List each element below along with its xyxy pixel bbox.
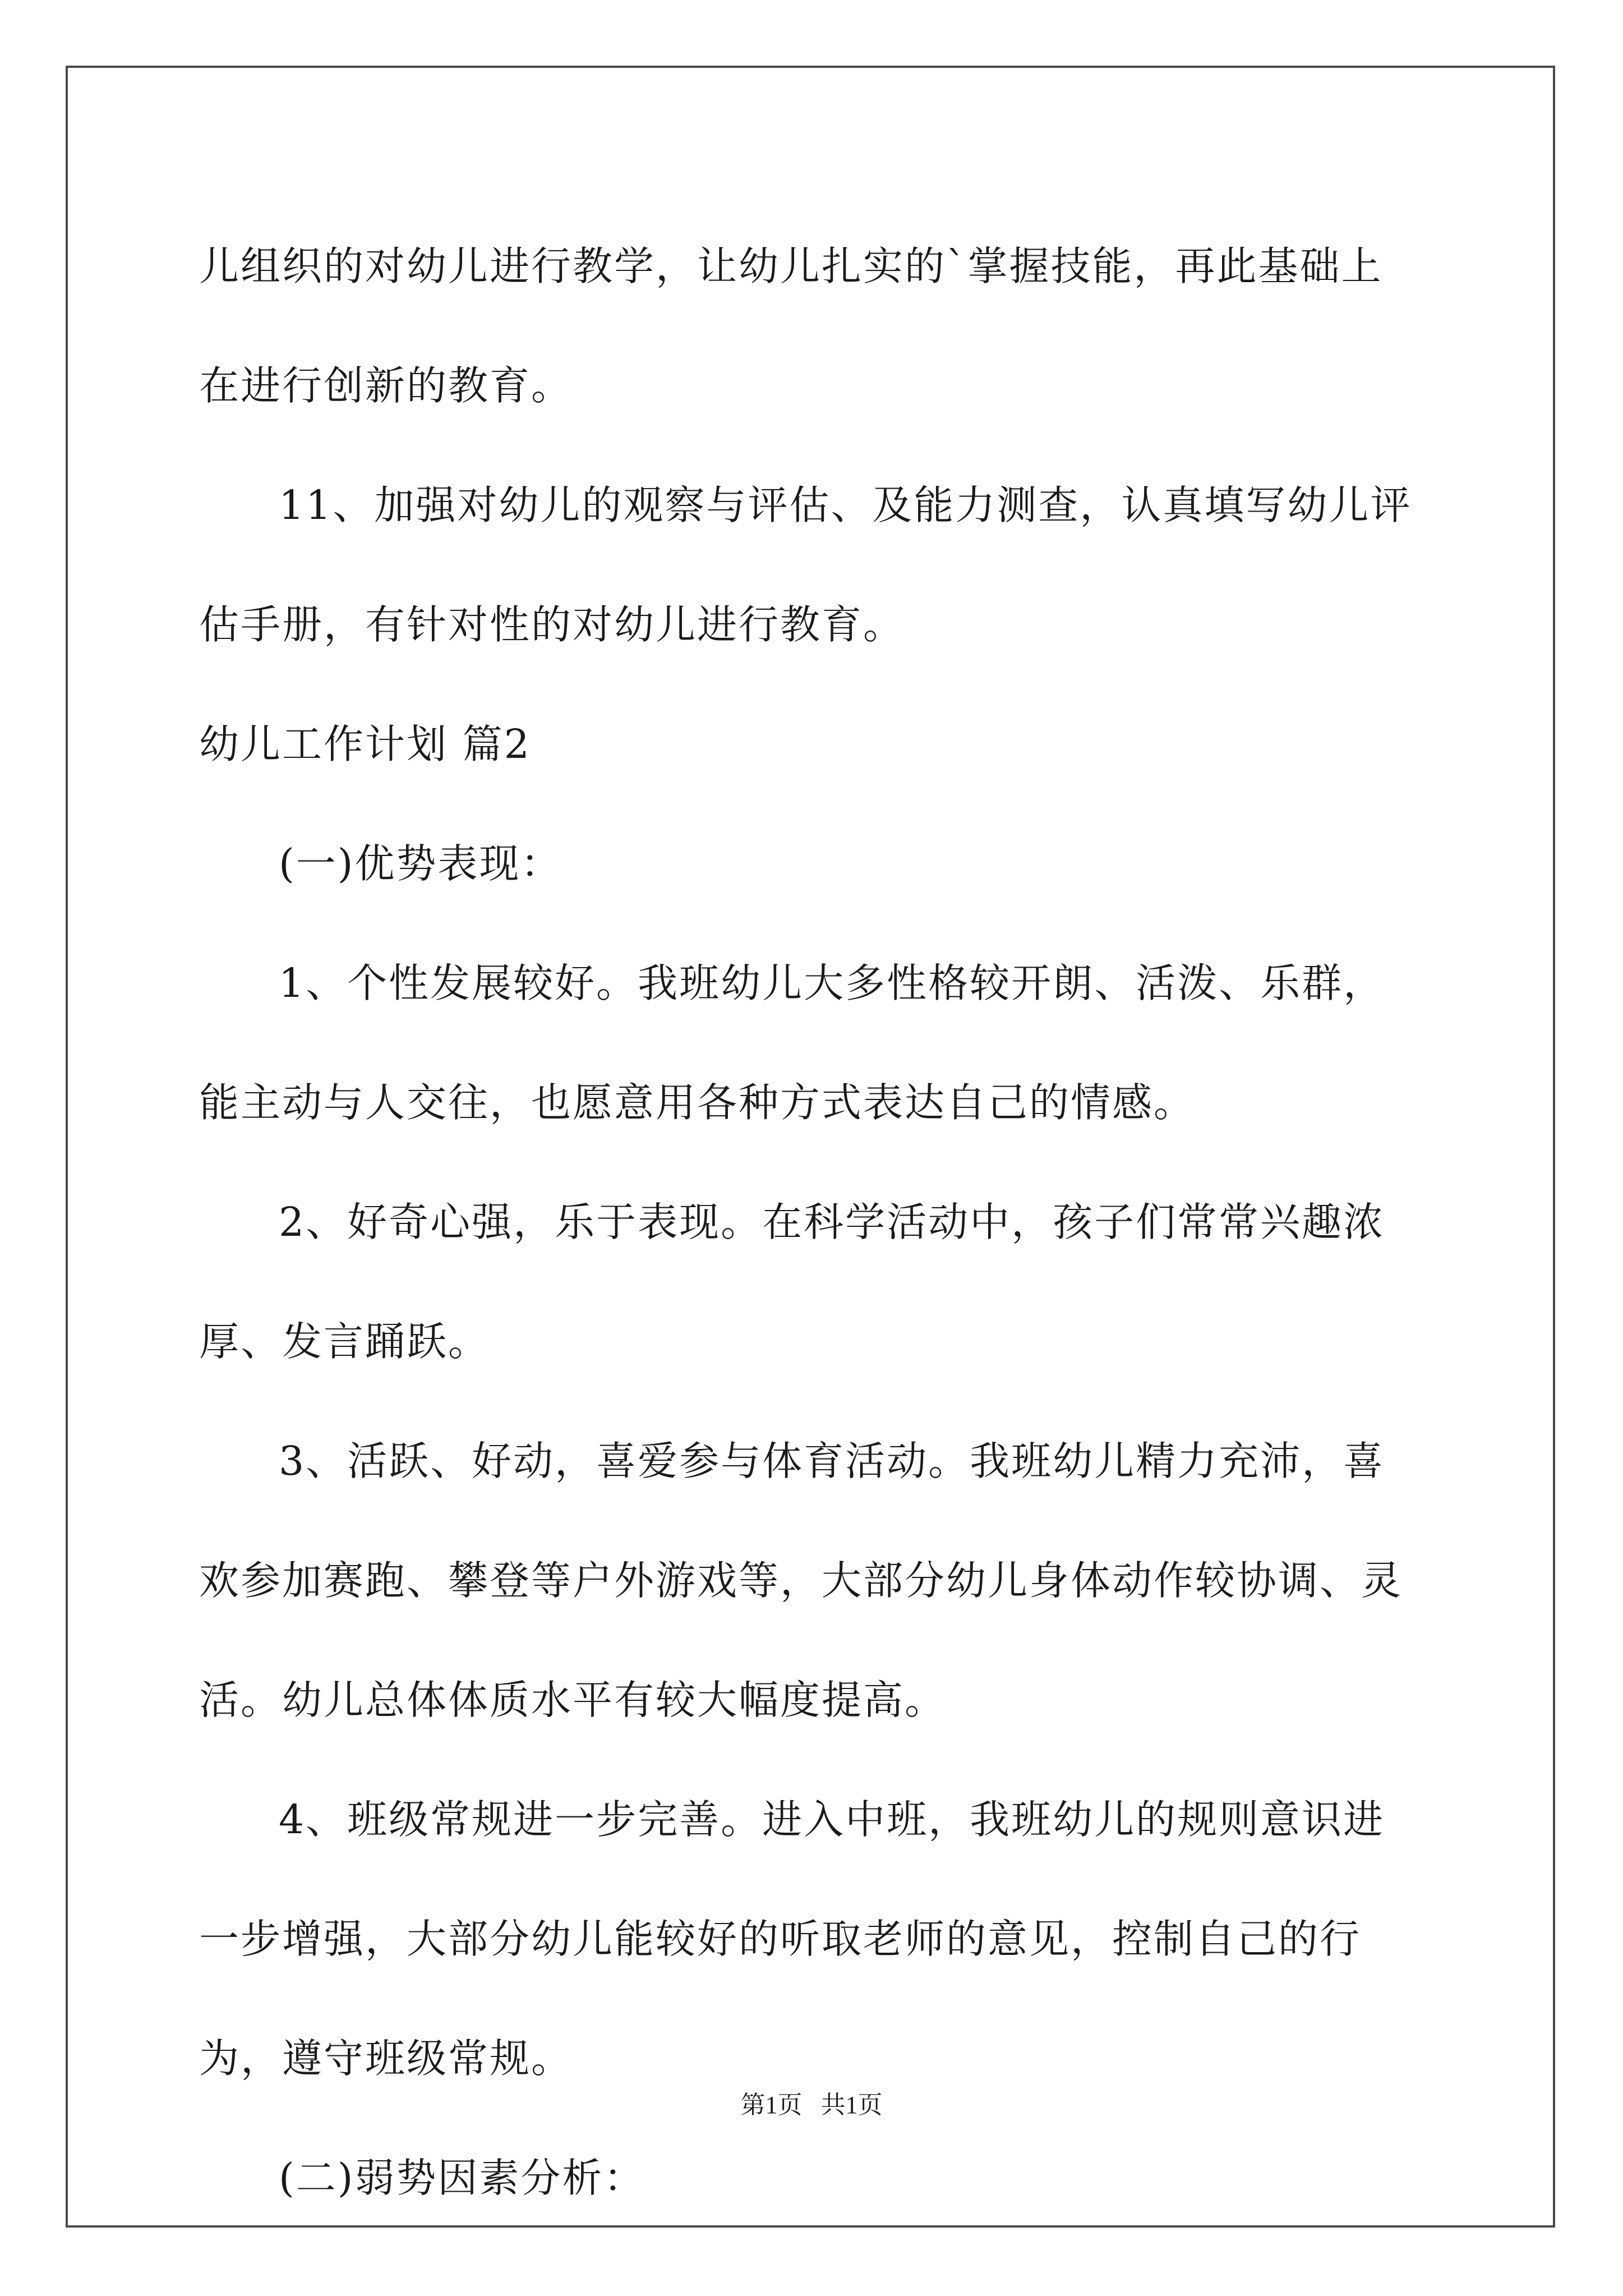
subheading: (一)优势表现： (279, 840, 562, 887)
section-heading: 幼儿工作计划 篇2 (199, 721, 531, 767)
paragraph: 11、加强对幼儿的观察与评估、及能力测查，认真填写幼儿评估手册，有针对性的对幼儿进行教育。 (199, 482, 1412, 648)
document-body (199, 206, 1422, 2238)
subheading: (二)弱势因素分析： (279, 2155, 645, 2201)
paragraph: 3、活跃、好动，喜爱参与体育活动。我班幼儿精力充沛，喜欢参加赛跑、攀登等户外游戏等，大部分幼儿身体动作较协调、灵活。幼儿总体体质水平有较大幅度提高。 (199, 1438, 1403, 1723)
paragraph: 4、班级常规进一步完善。进入中班，我班幼儿的规则意识进一步增强，大部分幼儿能较好的听取老师的意见，控制自己的行为，遵守班级常规。 (199, 1796, 1385, 2082)
paragraph: 1、个性发展较好。我班幼儿大多性格较开朗、活泼、乐群，能主动与人交往，也愿意用各种方式表达自己的情感。 (199, 960, 1385, 1126)
page-footer: 第1页 共1页 (740, 2091, 883, 2119)
paragraph: 2、好奇心强，乐于表现。在科学活动中，孩子们常常兴趣浓厚、发言踊跃。 (199, 1199, 1385, 1365)
paragraph: 儿组织的对幼儿进行教学，让幼儿扎实的`掌握技能，再此基础上在进行创新的教育。 (199, 243, 1383, 409)
